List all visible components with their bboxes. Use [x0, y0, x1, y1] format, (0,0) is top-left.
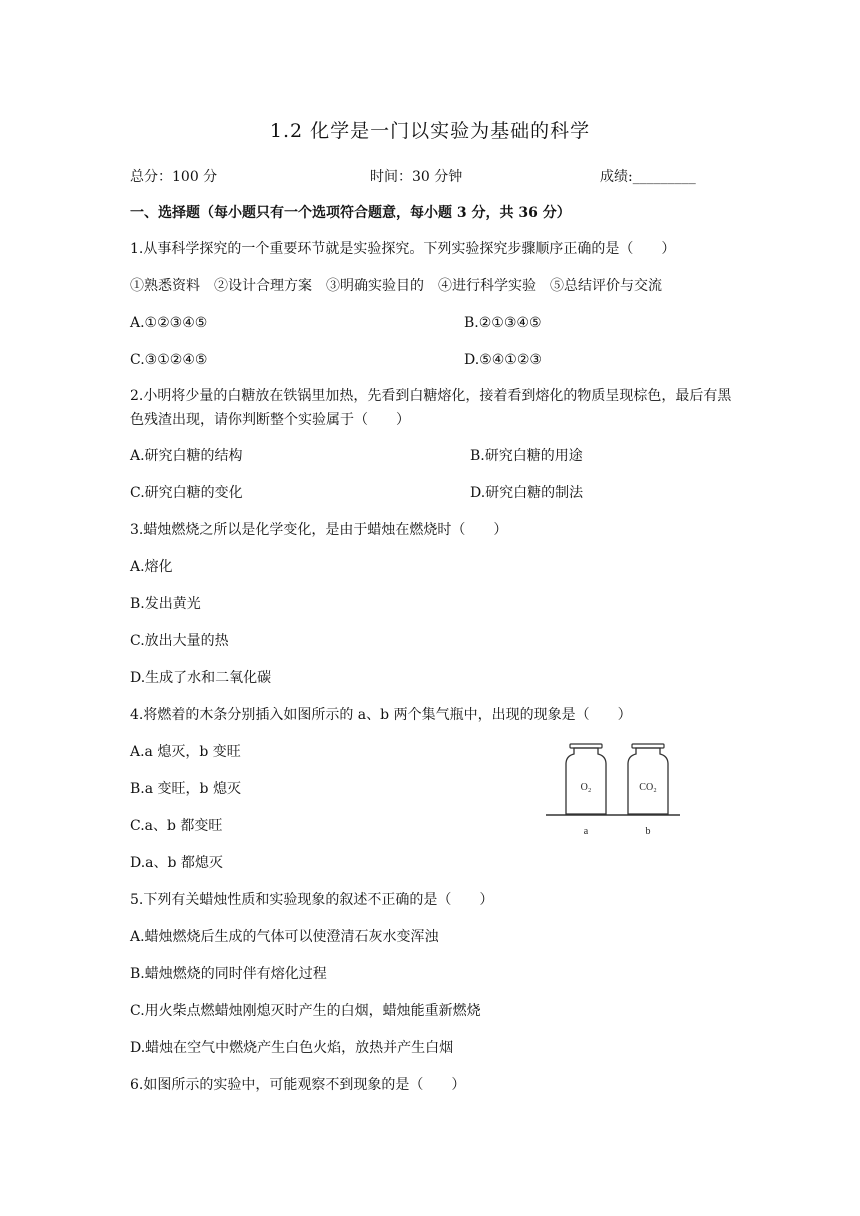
time-label: 时间：30 分钟: [370, 169, 463, 185]
q2-option-c: C.研究白糖的变化: [130, 485, 243, 501]
q4-option-d: D.a、b 都熄灭: [130, 855, 223, 871]
q5-option-b: B.蜡烛燃烧的同时伴有熔化过程: [130, 966, 327, 982]
q3-stem: 3.蜡烛燃烧之所以是化学变化，是由于蜡烛在燃烧时（ ）: [130, 522, 508, 538]
q1-option-a: A.①②③④⑤: [130, 315, 208, 331]
q5-option-d: D.蜡烛在空气中燃烧产生白色火焰，放热并产生白烟: [130, 1040, 454, 1056]
q5-option-a: A.蜡烛燃烧后生成的气体可以使澄清石灰水变浑浊: [130, 929, 439, 945]
q1-option-c: C.③①②④⑤: [130, 352, 208, 368]
q6-stem: 6.如图所示的实验中，可能观察不到现象的是（ ）: [130, 1077, 466, 1093]
page-title: 1.2 化学是一门以实验为基础的科学: [269, 120, 591, 142]
total-score-label: 总分：100 分: [130, 169, 218, 185]
q1-option-b: B.②①③④⑤: [464, 315, 542, 331]
q4-option-b: B.a 变旺，b 熄灭: [130, 781, 241, 797]
q5-option-c: C.用火柴点燃蜡烛刚熄灭时产生的白烟，蜡烛能重新燃烧: [130, 1003, 481, 1019]
q2-option-a: A.研究白糖的结构: [130, 448, 243, 464]
q2-stem: 2.小明将少量的白糖放在铁锅里加热，先看到白糖熔化，接着看到熔化的物质呈现棕色，最后有黑色残渣出现，请你判断整个实验属于（ ）: [130, 388, 732, 428]
q1-stem: 1.从事科学探究的一个重要环节就是实验探究。下列实验探究步骤顺序正确的是（ ）: [130, 241, 676, 257]
bottle-a-label: O₂: [580, 782, 592, 793]
caption-a: a: [583, 826, 589, 837]
q3-option-c: C.放出大量的热: [130, 633, 229, 649]
gas-jar-b: [628, 744, 668, 814]
q5-stem: 5.下列有关蜡烛性质和实验现象的叙述不正确的是（ ）: [130, 892, 494, 908]
q4-option-a: A.a 熄灭，b 变旺: [130, 744, 241, 760]
section-heading: 一、选择题（每小题只有一个选项符合题意，每小题 3 分，共 36 分）: [130, 205, 571, 221]
q2-option-b: B.研究白糖的用途: [470, 448, 583, 464]
q3-option-d: D.生成了水和二氧化碳: [130, 670, 272, 686]
q3-option-b: B.发出黄光: [130, 596, 201, 612]
q4-stem: 4.将燃着的木条分别插入如图所示的 a、b 两个集气瓶中，出现的现象是（ ）: [130, 707, 632, 723]
caption-b: b: [645, 826, 651, 837]
q4-option-c: C.a、b 都变旺: [130, 818, 223, 834]
q2-option-d: D.研究白糖的制法: [470, 485, 584, 501]
q1-steps: ①熟悉资料 ②设计合理方案 ③明确实验目的 ④进行科学实验 ⑤总结评价与交流: [130, 278, 662, 294]
bottle-b-label: CO₂: [639, 782, 657, 793]
gas-jars-figure: [546, 740, 682, 840]
gas-jar-a: [566, 744, 606, 814]
q3-option-a: A.熔化: [130, 559, 173, 575]
q1-option-d: D.⑤④①②③: [464, 352, 542, 368]
grade-field: 成绩:_________: [600, 169, 696, 185]
